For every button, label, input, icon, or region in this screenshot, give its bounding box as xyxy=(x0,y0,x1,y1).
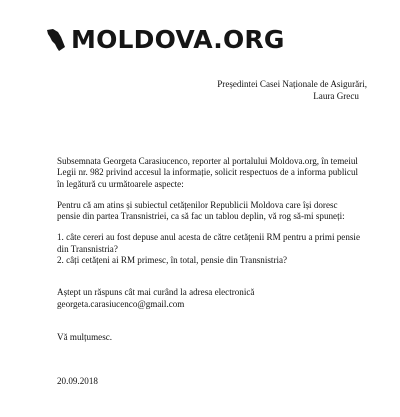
letter-date: 20.09.2018 xyxy=(57,376,98,386)
moldova-map-icon xyxy=(44,28,66,52)
recipient-title: Președintei Casei Naționale de Asigurări, xyxy=(217,79,367,89)
closing-line: Vă mulțumesc. xyxy=(57,332,113,342)
letter-body xyxy=(57,156,362,310)
reply-request: Aștept un răspuns cât mai curând la adresa electronică xyxy=(57,287,255,298)
moldova-org-logo[interactable] xyxy=(44,27,285,52)
logo-text: MOLDOVA.ORG xyxy=(71,25,285,54)
question-2: 2. câți cetățeni ai RM primesc, în total, pensie din Transnistria? xyxy=(57,255,288,266)
intro-paragraph: Subsemnata Georgeta Carasiucenco, reporter al portalului Moldova.org, în temeiul Legii nr. 982 privind accesul la informație, solicit respectuos de a informa publicul în legătură cu următoarele aspecte: xyxy=(57,156,359,189)
recipient-name: Laura Grecu xyxy=(313,90,359,101)
context-paragraph: Pentru că am atins și subiectul cetățenilor Republicii Moldova care își doresc pensie din partea Transnistriei, ca să fac un tablou deplin, vă rog să-mi spuneți: xyxy=(57,199,345,222)
contact-email: georgeta.carasiucenco@gmail.com xyxy=(57,298,185,309)
recipient-block xyxy=(217,79,367,102)
question-1: 1. câte cereri au fost depuse anul acesta de către cetățenii RM pentru a primi pensie din Transnistria? xyxy=(57,232,360,254)
